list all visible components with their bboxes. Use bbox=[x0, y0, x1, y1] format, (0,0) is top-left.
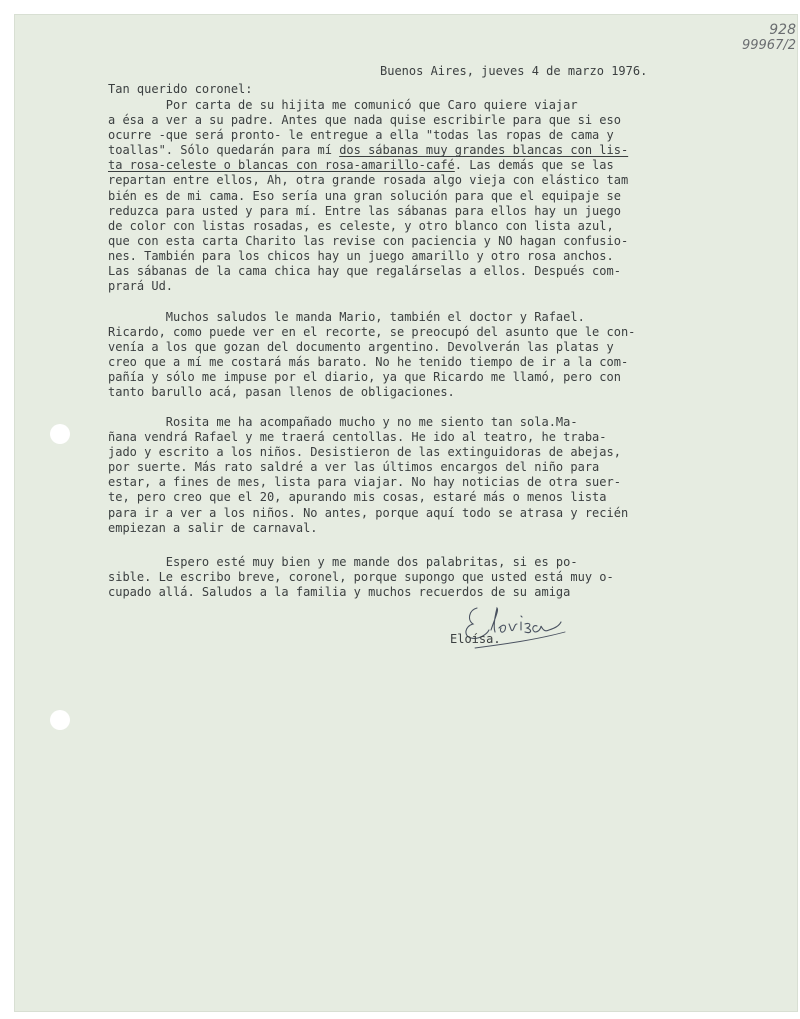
handwritten-signature bbox=[455, 600, 585, 656]
text-fragment: toallas". Sólo quedarán para mí bbox=[108, 143, 340, 158]
text-line: ñana vendrá Rafael y me traerá centollas. He ido al teatro, he traba- bbox=[108, 430, 607, 445]
text-line: de color con listas rosadas, es celeste, y otro blanco con lista azul, bbox=[108, 218, 614, 233]
punch-hole-bottom bbox=[50, 710, 70, 730]
text-line: tanto barullo acá, pasan llenos de obligaciones. bbox=[108, 385, 455, 400]
salutation: Tan querido coronel: bbox=[108, 82, 253, 96]
text-line: Ricardo, como puede ver en el recorte, se preocupó del asunto que le con- bbox=[108, 325, 636, 340]
text-line: Muchos saludos le manda Mario, también el doctor y Rafael. bbox=[108, 310, 585, 324]
text-line: nes. También para los chicos hay un juego amarillo y otro rosa anchos. bbox=[108, 248, 614, 263]
text-line: sible. Le escribo breve, coronel, porque supongo que usted está muy o- bbox=[108, 570, 614, 585]
archive-reference bbox=[726, 22, 796, 54]
text-line bbox=[108, 158, 778, 173]
text-line bbox=[108, 143, 778, 158]
text-fragment: . Las demás que se las bbox=[454, 158, 614, 173]
text-line: por suerte. Más rato saldré a ver las últimos encargos del niño para bbox=[108, 460, 600, 475]
dateline: Buenos Aires, jueves 4 de marzo 1976. bbox=[380, 64, 648, 78]
paragraph-1 bbox=[108, 98, 778, 294]
text-line: Las sábanas de la cama chica hay que regalárselas a ellos. Después com- bbox=[108, 264, 621, 279]
text-line: para ir a ver a los niños. No antes, porque aquí todo se atrasa y recién bbox=[108, 505, 629, 520]
text-line: Por carta de su hijita me comunicó que Caro quiere viajar bbox=[108, 98, 578, 112]
text-line: cupado allá. Saludos a la familia y muchos recuerdos de su amiga bbox=[108, 585, 571, 600]
paragraph-2 bbox=[108, 310, 778, 401]
text-line: repartan entre ellos, Ah, otra grande rosada algo vieja con elástico tam bbox=[108, 173, 629, 188]
archive-ref-line1: 928 bbox=[769, 22, 796, 38]
text-line: Rosita me ha acompañado mucho y no me siento tan sola.Ma- bbox=[108, 415, 578, 429]
underlined-text: dos sábanas muy grandes blancas con lis- bbox=[339, 143, 629, 158]
text-line: bién es de mi cama. Eso sería una gran solución para que el equipaje se bbox=[108, 188, 621, 203]
text-line: empiezan a salir de carnaval. bbox=[108, 520, 318, 535]
text-line: venía a los que gozan del documento argentino. Devolverán las platas y bbox=[108, 340, 614, 355]
text-line: a ésa a ver a su padre. Antes que nada quise escribirle para que si eso bbox=[108, 113, 621, 128]
typed-signature: Eloísa. bbox=[450, 632, 501, 646]
text-line: jado y escrito a los niños. Desistieron de las extinguidoras de abejas, bbox=[108, 445, 621, 460]
punch-hole-top bbox=[50, 424, 70, 444]
text-line: Espero esté muy bien y me mande dos palabritas, si es po- bbox=[108, 555, 578, 569]
paragraph-4 bbox=[108, 555, 778, 600]
text-line: que con esta carta Charito las revise con paciencia y NO hagan confusio- bbox=[108, 233, 629, 248]
archive-ref-line2: 99967/2 bbox=[741, 38, 796, 53]
underlined-text: ta rosa-celeste o blancas con rosa-amarillo-café bbox=[108, 158, 455, 173]
text-line: prará Ud. bbox=[108, 279, 174, 294]
text-line: te, pero creo que el 20, apurando mis cosas, estaré más o menos lista bbox=[108, 490, 607, 505]
paragraph-3 bbox=[108, 415, 778, 536]
text-line: pañía y sólo me impuse por el diario, ya que Ricardo me llamó, pero con bbox=[108, 370, 621, 385]
text-line: creo que a mí me costará más barato. No he tenido tiempo de ir a la com- bbox=[108, 355, 629, 370]
text-line: ocurre -que será pronto- le entregue a ella "todas las ropas de cama y bbox=[108, 128, 614, 143]
text-line: estar, a fines de mes, lista para viajar. No hay noticias de otra suer- bbox=[108, 475, 621, 490]
text-line: reduzca para usted y para mí. Entre las sábanas para ellos hay un juego bbox=[108, 203, 621, 218]
